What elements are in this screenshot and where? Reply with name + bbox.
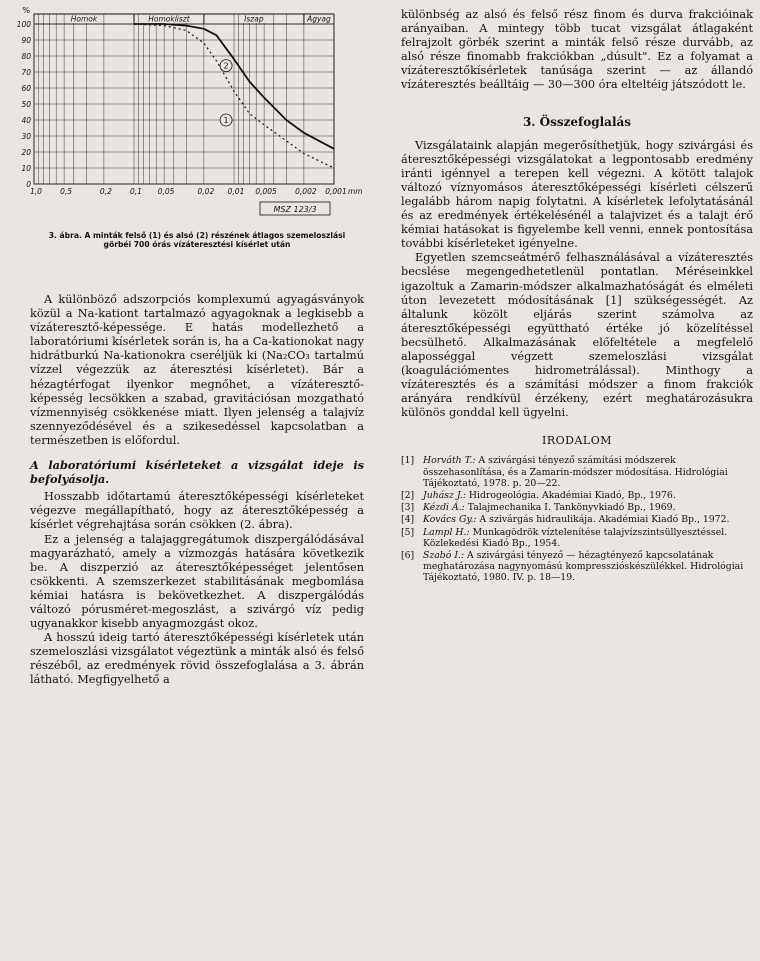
reference-text: Lampl H.: Munkagödrök víztelenítése talajvízszintsüllyesztéssel. Közlekedési Kiadó Bp., 1954.: [423, 526, 728, 549]
y-tick-label: 30: [21, 132, 31, 141]
reference-number: [6]: [401, 550, 415, 562]
right-paragraph-2: Vizsgálataink alapján megerősíthetjük, hogy szivárgási és áteresztőképességi vizsgálatokat a legpontosabb eredmény iránti igénnyel a terepen kell végezni. A kötött talajok változó víznyomásos áteresztőképességi kísérleti célszerű legalább három napig folytatni. A kísérletek lefolytatásánál és az eredmények értékelésénél a talajvizet és a talajt érő kémiai hatásokat is figyelembe kell venni, ennek pontosítása további kísérleteket igényelne.: [401, 138, 753, 251]
zone-label: Homokliszt: [148, 14, 190, 24]
reference-text: Horváth T.: A szivárgási tényező számítási módszerek összehasonlítása, és a Zamarin-módszer módosítása. Hidrológiai Tájékoztató, 1978. p. 20—22.: [423, 455, 728, 489]
y-tick-label: 20: [21, 148, 31, 157]
series-label: 2: [223, 61, 229, 71]
x-tick-label: 0,005: [255, 187, 277, 196]
reference-author: Kovács Gy.:: [423, 514, 477, 526]
x-tick-label: 0,2: [99, 187, 112, 196]
series-label: 1: [223, 116, 229, 125]
reference-number: [3]: [401, 502, 415, 514]
reference-author: Juhász J.:: [423, 490, 466, 502]
x-tick-label: 0,001: [325, 187, 347, 196]
x-tick-label: 0,002: [295, 187, 317, 196]
reference-author: Kézdi Á.:: [423, 502, 465, 514]
x-tick-label: 1,0: [30, 187, 42, 196]
y-axis-unit: %: [22, 6, 30, 15]
reference-item: [401, 502, 753, 513]
references-list: [401, 455, 753, 583]
y-tick-label: 100: [16, 20, 31, 29]
right-paragraph-3: Egyetlen szemcseátmérő felhasználásával a vízáteresztés becslése megengedhetetlenül pontatlan. Méréseinkkel igazoltuk a Zamarin-módszer alkalmazhatóságát és elméleti úton levezetett módosításának [1] szükségességét. Az általunk közölt eljárás szerint számolva az áteresztőképességi együttható értéke jó közelítéssel becsülhető. Alkalmazásának előfeltétele a megfelelő alaposséggal végzett szemeloszlási vizsgálat (koagulációmentes hidrometrálással). Minthogy a vízáteresztés és a számítási módszer a finom frakciók arányára rendkívül érzékeny, ezért meghatározásukra különös gonddal kell ügyelni.: [401, 251, 753, 420]
reference-text: Juhász J.: Hidrogeológia. Akadémiai Kiadó, Bp., 1976.: [423, 490, 676, 502]
reference-number: [5]: [401, 526, 415, 538]
stamp-label: MSZ 123/3: [273, 205, 317, 214]
reference-item: [401, 514, 753, 525]
left-column: [16, 6, 364, 688]
reference-number: [2]: [401, 490, 415, 502]
x-tick-label: 0,02: [197, 187, 215, 196]
references-title: IRODALOM: [542, 434, 612, 448]
x-tick-label: 0,01: [227, 187, 245, 196]
x-tick-label: 0,05: [157, 187, 175, 196]
left-paragraph-3: Ez a jelenség a talajaggregátumok diszpergálódásával magyarázható, amely a vízmozgás hatására következik be. A diszperzió az áteresztőképességet jelentősen csökkenti. A szemszerkezet stabilitásának megbomlása kémiai hatásra is bekövetkezhet. A diszpergálódás változó pórusméret-megoszlást, a szivárgó víz pedig ugyanakkor kisebb anyagmozgást okoz.: [30, 532, 364, 631]
reference-item: [401, 527, 753, 549]
left-paragraph-4: A hosszú ideig tartó áteresztőképességi kísérletek után szemeloszlási vizsgálatot végeztünk a minták alsó és felső részéből, az eredmények rövid összefoglalása a 3. ábrán látható. Megfigyelhető a: [30, 631, 364, 687]
x-tick-label: 0,5: [60, 187, 73, 196]
grain-size-chart: [16, 6, 364, 226]
y-tick-label: 10: [21, 164, 31, 173]
reference-text: Kézdi Á.: Talajmechanika I. Tankönyvkiadó Bp., 1969.: [423, 502, 676, 514]
reference-author: Szabó I.:: [423, 550, 465, 562]
reference-item: [401, 490, 753, 501]
y-tick-label: 0: [26, 180, 31, 189]
left-subheading: A laboratóriumi kísérleteket a vizsgálat ideje is befolyásolja.: [30, 458, 364, 487]
reference-author: Lampl H.:: [423, 526, 470, 538]
reference-number: [1]: [401, 455, 415, 467]
left-paragraph-1: A különböző adszorpciós komplexumú agyagásványok közül a Na-kationt tartalmazó agyagoknak a legkisebb a vízáteresztő-képessége. E hatás modellezhető a laboratóriumi kísérletek során is, ha a Ca-kationokat nagy hidrátburkú Na-kationokra cseréljük ki (Na₂CO₃ tartalmú vízzel végezzük az áteresztési kísérletet). Bár a hézagtérfogat ilyenkor megnőhet, a vízáteresztő-képesség lecsökken a szabad, gravitációsan mozgatható vízmennyiség csökkenése miatt. Ilyen jelenség a talajvíz szennyeződésével és a szikesedéssel kapcsolatban a természetben is előfordul.: [30, 293, 364, 447]
chart-frame: [34, 14, 334, 184]
y-tick-label: 40: [21, 116, 31, 125]
section-title: 3. Összefoglalás: [522, 114, 632, 129]
figure-caption: 3. ábra. A minták felső (1) és alsó (2) részének átlagos szemeloszlási görbéi 700 órás vízáteresztési kísérlet után: [48, 231, 346, 249]
reference-text: Szabó I.: A szivárgási tényező — hézagtényező kapcsolatának meghatározása nagynyomású kompresszióskészülékkel. Hidrológiai Tájékoztató, 1980. IV. p. 18—19.: [423, 550, 744, 584]
y-tick-label: 60: [21, 84, 31, 93]
x-tick-label: 0,1: [130, 187, 142, 196]
figure-3-chart: [16, 6, 364, 226]
reference-number: [4]: [401, 514, 415, 526]
zone-label: Agyag: [307, 14, 331, 24]
zone-label: Iszap: [244, 14, 264, 24]
zone-label: Homok: [70, 14, 98, 24]
y-tick-label: 70: [21, 68, 31, 77]
y-tick-label: 50: [21, 100, 31, 109]
x-axis-unit: mm: [348, 187, 363, 196]
y-tick-label: 80: [21, 52, 31, 61]
reference-item: [401, 455, 753, 489]
reference-item: [401, 550, 753, 584]
reference-author: Horváth T.:: [423, 455, 476, 467]
right-column: [401, 8, 753, 585]
right-paragraph-1: különbség az alsó és felső rész finom és durva frakcióinak arányaiban. A mintegy több tucat vizsgálat átlagaként felrajzolt görbék szerint a minták felső része durvább, az alsó része finomabb frakciókban „dúsult". Ez a folyamat a vízáteresztőkísérletek tanúsága szerint — az állandó vízáteresztés beálltáig — 30—300 óra elteltéig játszódott le.: [401, 8, 753, 92]
reference-text: Kovács Gy.: A szivárgás hidraulikája. Akadémiai Kiadó Bp., 1972.: [423, 514, 730, 526]
y-tick-label: 90: [21, 36, 31, 45]
left-paragraph-2: Hosszabb időtartamú áteresztőképességi kísérleteket végezve megállapítható, hogy az áteresztőképesség a kísérlet végrehajtása során csökken (2. ábra).: [30, 490, 364, 532]
